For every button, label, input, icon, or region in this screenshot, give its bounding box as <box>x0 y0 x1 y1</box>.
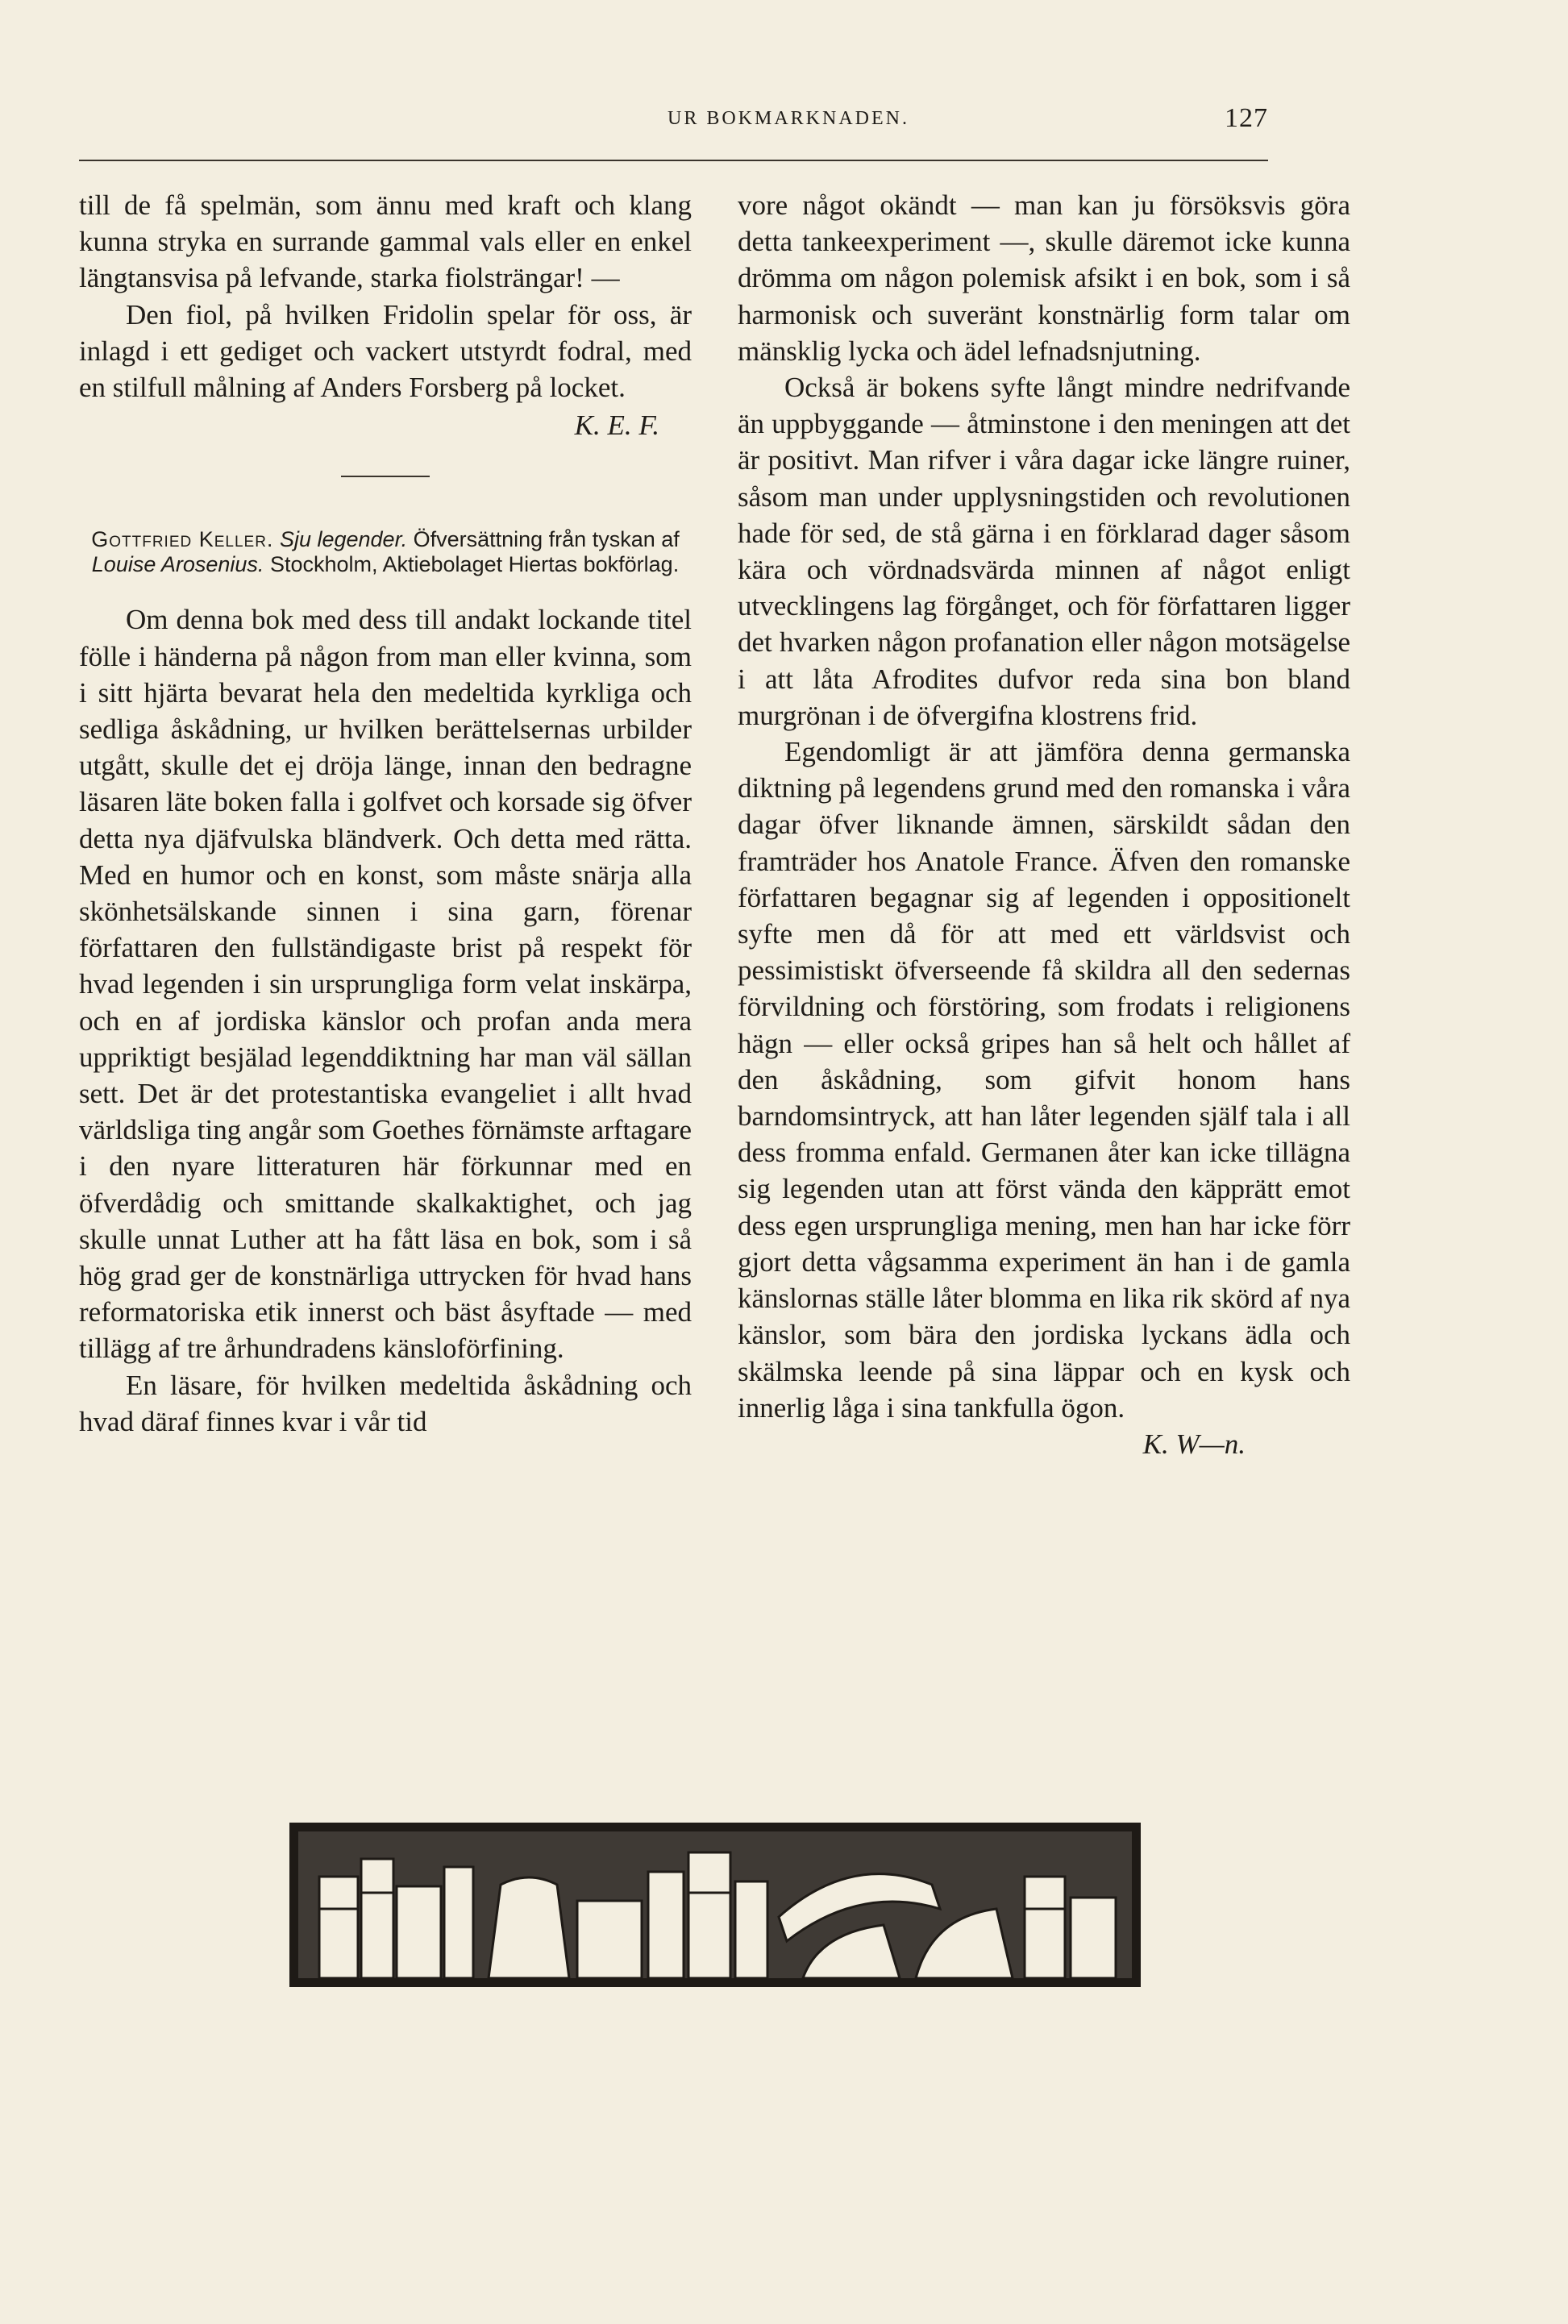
paragraph: En läsare, för hvilken medeltida åskådning och hvad däraf finnes kvar i vår tid <box>79 1369 692 1437</box>
book-spine <box>648 1872 684 1978</box>
review-translation: Öfversättning från tyskan af <box>413 527 680 552</box>
book-spine <box>577 1901 642 1978</box>
review-author: Gottfried Keller. <box>91 527 274 552</box>
bookshelf-illustration <box>287 1820 1143 1989</box>
running-title: UR BOKMARKNADEN. <box>667 108 909 129</box>
page-number: 127 <box>1225 103 1268 133</box>
book-spine <box>688 1852 730 1978</box>
signature: K. E. F. <box>574 410 659 442</box>
review-translator: Louise Arosenius. <box>91 552 264 577</box>
paragraph: Den fiol, på hvilken Fridolin spelar för oss, är inlagd i ett gediget och vackert utstyrdt fodral, med en stilfull målning af Anders Forsberg på locket. <box>79 298 692 404</box>
review-publisher: Stockholm, Aktiebolaget Hiertas bokförlag. <box>269 552 680 577</box>
book-spine <box>444 1867 473 1978</box>
leaning-book <box>489 1877 569 1978</box>
review-heading <box>79 527 692 577</box>
book-spine <box>361 1859 393 1978</box>
book-spine <box>319 1877 358 1978</box>
review-title: Sju legender. <box>279 527 408 552</box>
page-header <box>79 103 1268 161</box>
book-spine <box>397 1886 441 1978</box>
paragraph: Också är bokens syfte långt mindre nedrifvande än uppbyggande — åtminstone i den meningen att det är positivt. Man rifver i våra dagar icke längre ruiner, såsom man under upplysningstiden och revolutionen hade för sed, de stå gärna i en förklarad dager såsom kära och vördnadsvärda minnen af något enligt utvecklingens lag förgånget, och för författaren ligger det hvarken någon profanation eller någon motsägelse i att låta Afrodites dufvor reda sina bon bland murgrönan i de öfvergifna klostrens frid. <box>738 372 1350 731</box>
book-spine <box>735 1881 767 1978</box>
book-spine <box>1071 1898 1116 1978</box>
paragraph: Egendomligt är att jämföra denna germanska diktning på legendens grund med den romanska i våra dagar öfver liknande ämnen, särskildt sådan den framträder hos Anatole France. Äfven den romanske författaren begagnar sig af legenden i oppositionelt syfte men då för att med ett världsvist och pessimistiskt öfverseende få skildra all den sedernas förvildning och förstöring, som frodats i religionens hägn — eller också gripes han så helt och hållet af den åskådning, som gifvit honom hans barndomsintryck, att han låter legenden själf tala i all dess fromma enfald. Germanen åter kan icke tillägna sig legenden utan att först vända den käpprätt emot dess egen ursprungliga mening, men han har icke förr gjort detta vågsamma experiment än han i de gamla känslornas ställe låter blomma en lika rik skörd af nya känslor, som bära den jordiska lyckans ädla och skälmska leende på sina läppar och en kysk och innerlig låga i sina tankfulla ögon. <box>738 736 1350 1424</box>
book-ornament-vignette <box>287 1820 1143 1989</box>
book-spine <box>1025 1877 1065 1978</box>
left-column <box>79 187 692 1440</box>
paragraph: vore något okändt — man kan ju försöksvis göra detta tankeexperiment —, skulle däremot icke kunna drömma om någon polemisk afsikt i en bok, som i så harmonisk och suveränt konstnärlig form talar om mänsklig lycka och ädel lefnadsnjutning. <box>738 189 1350 367</box>
signature: K. W—n. <box>1142 1428 1246 1460</box>
paragraph: till de få spelmän, som ännu med kraft och klang kunna stryka en surrande gammal vals eller en enkel längtansvisa på lefvande, starka fiolsträngar! — <box>79 189 692 294</box>
paragraph: Om denna bok med dess till andakt lockande titel fölle i händerna på någon from man eller kvinna, som i sitt hjärta bevarat hela den medeltida kyrkliga och sedliga åskådning, ur hvilken berättelsernas urbilder utgått, skulle det ej dröja länge, innan den bedragne läsaren läte boken falla i golfvet och korsade sig öfver detta nya djäfvulska bländverk. Och detta med rätta. Med en humor och en konst, som måste snärja alla skönhetsälskande sinnen i sina garn, förenar författaren den fullständigaste brist på respekt för hvad legenden i sin ursprungliga form velat inskärpa, och en af jordiska känslor och profan anda mera uppriktigt besjälad legenddiktning har man väl sällan sett. Det är det protestantiska evangeliet i allt hvad världsliga ting angår som Goethes förnämste arftagare i den nyare litteraturen här förkunnar med en öfverdådig och smittande skalkaktighet, och jag skulle unnat Luther att ha fått läsa en bok, som i så hög grad ger de konstnärliga uttrycken för hvad hans reformatoriska etik innerst och bäst åsyftade — med tillägg af tre århundradens känsloförfining. <box>79 604 692 1365</box>
section-divider <box>341 476 430 477</box>
right-column <box>738 187 1350 1462</box>
